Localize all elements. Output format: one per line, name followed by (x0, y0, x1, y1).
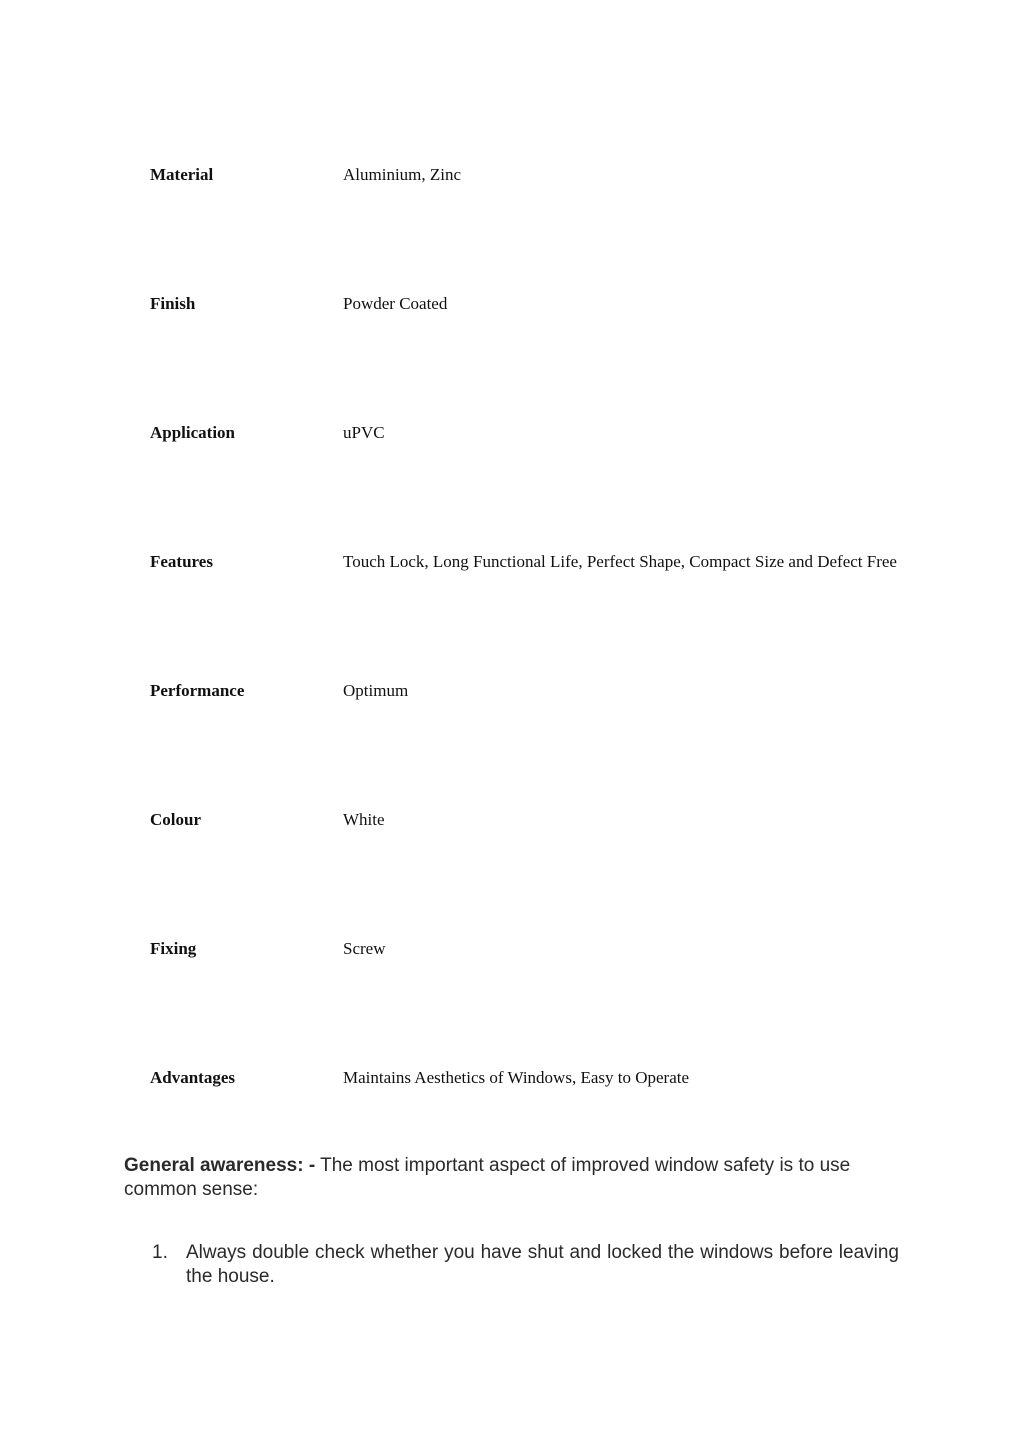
spec-row-features (0, 550, 1023, 574)
spec-value: Maintains Aesthetics of Windows, Easy to Operate (343, 1068, 690, 1087)
spec-value: uPVC (343, 423, 385, 442)
safety-tips-list (152, 1241, 899, 1289)
spec-row-advantages (0, 1066, 1023, 1090)
spec-label: Material (150, 165, 214, 184)
general-awareness-text: The most important aspect of improved window safety is to use common sense: (124, 1155, 851, 1200)
list-item-text: Always double check whether you have shut and locked the windows before leaving the house. (186, 1242, 899, 1287)
spec-value: Optimum (343, 681, 409, 700)
spec-value: White (343, 810, 385, 829)
spec-label: Colour (150, 810, 201, 829)
spec-value: Screw (343, 939, 386, 958)
spec-row-performance (0, 679, 1023, 703)
spec-label: Application (150, 423, 236, 442)
general-awareness-paragraph (124, 1154, 914, 1202)
spec-label: Fixing (150, 939, 197, 958)
list-item-number: 1. (152, 1242, 168, 1263)
spec-row-material (0, 163, 1023, 187)
spec-label: Performance (150, 681, 245, 700)
spec-value: Powder Coated (343, 294, 448, 313)
general-awareness-heading: General awareness: - (124, 1155, 316, 1176)
spec-row-finish (0, 292, 1023, 316)
spec-value: Aluminium, Zinc (343, 165, 462, 184)
spec-row-colour (0, 808, 1023, 832)
spec-row-application (0, 421, 1023, 445)
spec-value: Touch Lock, Long Functional Life, Perfect Shape, Compact Size and Defect Free (343, 552, 897, 571)
spec-label: Features (150, 552, 213, 571)
spec-row-fixing (0, 937, 1023, 961)
spec-label: Advantages (150, 1068, 236, 1087)
list-item (152, 1241, 899, 1289)
spec-label: Finish (150, 294, 196, 313)
